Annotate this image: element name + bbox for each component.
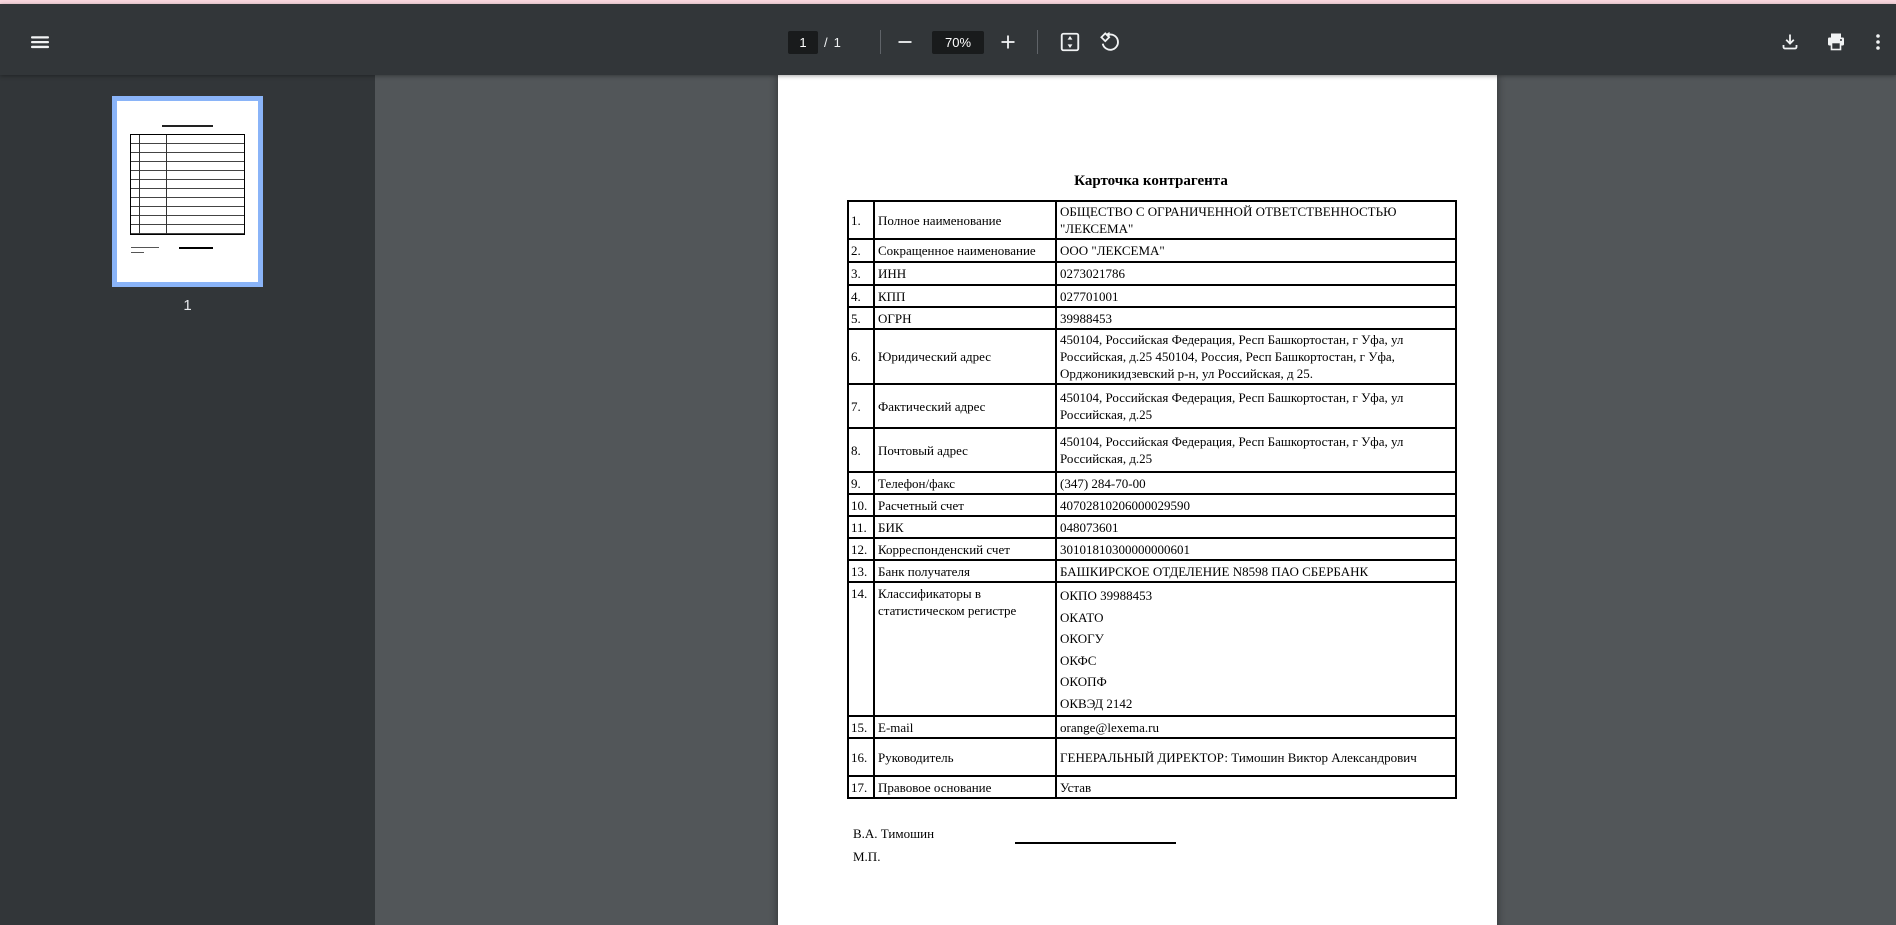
classifier-line: ОКАТО	[1060, 609, 1104, 625]
fit-to-page-icon	[1059, 31, 1081, 53]
row-number-cell: 2.	[848, 239, 874, 262]
row-label-cell: Классификаторы в статистическом регистре	[874, 582, 1056, 716]
fit-to-page-button[interactable]	[1052, 24, 1088, 60]
classifier-line: ОКПО 39988453	[1060, 588, 1153, 603]
row-number-cell: 16.	[848, 738, 874, 776]
download-icon	[1780, 32, 1800, 52]
table-row	[848, 201, 1456, 239]
page-thumbnail[interactable]	[112, 96, 263, 287]
thumbnail-signature-line	[131, 247, 159, 248]
table-row	[848, 582, 1456, 716]
row-value-cell: ООО "ЛЕКСЕМА"	[1056, 239, 1456, 262]
print-button[interactable]	[1818, 24, 1854, 60]
row-label-cell: ИНН	[874, 262, 1056, 285]
row-number-cell: 8.	[848, 428, 874, 472]
row-label-cell: E-mail	[874, 716, 1056, 738]
table-row	[848, 428, 1456, 472]
row-number-cell: 4.	[848, 285, 874, 307]
classifier-line: ОКОПФ	[1060, 674, 1107, 689]
counterparty-table	[847, 200, 1457, 799]
row-label-cell: Сокращенное наименование	[874, 239, 1056, 262]
table-row	[848, 516, 1456, 538]
thumbnail-sidebar	[0, 75, 375, 925]
row-label-cell: Фактический адрес	[874, 384, 1056, 428]
table-row	[848, 472, 1456, 494]
document-title: Карточка контрагента	[1074, 173, 1228, 189]
row-number-cell: 5.	[848, 307, 874, 329]
table-row	[848, 776, 1456, 798]
table-row	[848, 560, 1456, 582]
pdf-page	[778, 75, 1497, 925]
thumbnail-underline	[179, 247, 213, 249]
rotate-counterclockwise-icon	[1099, 31, 1121, 53]
row-value-cell: 0273021786	[1056, 262, 1456, 285]
row-value-cell	[1056, 582, 1456, 716]
thumbnail-title-line	[162, 125, 213, 127]
page-count	[824, 35, 847, 50]
toolbar-divider	[1037, 30, 1038, 54]
row-number-cell: 15.	[848, 716, 874, 738]
signature-name: В.А. Тимошин	[853, 826, 935, 841]
row-number-cell: 13.	[848, 560, 874, 582]
pdf-toolbar	[0, 4, 1896, 75]
signature-stamp: М.П.	[853, 849, 881, 864]
row-number-cell: 11.	[848, 516, 874, 538]
table-row	[848, 738, 1456, 776]
page-number-input[interactable]	[788, 31, 818, 54]
classifier-line: ОКФС	[1060, 652, 1097, 668]
page-total: 1	[833, 35, 841, 50]
pdf-viewport[interactable]	[375, 75, 1896, 925]
row-value-cell: 39988453	[1056, 307, 1456, 329]
hamburger-icon	[30, 32, 50, 52]
row-label-cell: Руководитель	[874, 738, 1056, 776]
printer-icon	[1826, 32, 1846, 52]
row-value-cell: 40702810206000029590	[1056, 494, 1456, 516]
row-number-cell: 14.	[848, 582, 874, 716]
kebab-menu-icon	[1868, 32, 1888, 52]
row-value-cell: 30101810300000000601	[1056, 538, 1456, 560]
zoom-out-button[interactable]	[887, 24, 923, 60]
row-value-cell: 450104, Российская Федерация, Респ Башкортостан, г Уфа, ул Российская, д.25	[1056, 428, 1456, 472]
signature-line	[1015, 842, 1176, 844]
row-number-cell: 10.	[848, 494, 874, 516]
toolbar-divider	[880, 30, 881, 54]
table-row	[848, 716, 1456, 738]
row-number-cell: 6.	[848, 329, 874, 384]
row-label-cell: Почтовый адрес	[874, 428, 1056, 472]
table-row	[848, 538, 1456, 560]
page-separator: /	[824, 35, 828, 50]
more-options-button[interactable]	[1860, 24, 1896, 60]
rotate-counterclockwise-button[interactable]	[1092, 24, 1128, 60]
table-row	[848, 239, 1456, 262]
row-number-cell: 1.	[848, 201, 874, 239]
row-value-cell: Устав	[1056, 776, 1456, 798]
row-label-cell: Полное наименование	[874, 201, 1056, 239]
row-label-cell: ОГРН	[874, 307, 1056, 329]
row-value-cell: БАШКИРСКОЕ ОТДЕЛЕНИЕ N8598 ПАО СБЕРБАНК	[1056, 560, 1456, 582]
minus-icon	[895, 32, 915, 52]
row-label-cell: Расчетный счет	[874, 494, 1056, 516]
table-row	[848, 329, 1456, 384]
row-number-cell: 17.	[848, 776, 874, 798]
row-value-cell: orange@lexema.ru	[1056, 716, 1456, 738]
thumbnail-page-number: 1	[183, 297, 192, 314]
table-row	[848, 262, 1456, 285]
plus-icon	[998, 32, 1018, 52]
row-value-cell: 048073601	[1056, 516, 1456, 538]
row-label-cell: Банк получателя	[874, 560, 1056, 582]
row-label-cell: Телефон/факс	[874, 472, 1056, 494]
row-value-cell: 027701001	[1056, 285, 1456, 307]
table-row	[848, 307, 1456, 329]
row-number-cell: 3.	[848, 262, 874, 285]
table-row	[848, 384, 1456, 428]
row-value-cell: ОБЩЕСТВО С ОГРАНИЧЕННОЙ ОТВЕТСТВЕННОСТЬЮ "ЛЕКСЕМА"	[1056, 201, 1456, 239]
row-value-cell: (347) 284-70-00	[1056, 472, 1456, 494]
row-value-cell: 450104, Российская Федерация, Респ Башкортостан, г Уфа, ул Российская, д.25	[1056, 384, 1456, 428]
row-number-cell: 12.	[848, 538, 874, 560]
row-value-cell: ГЕНЕРАЛЬНЫЙ ДИРЕКТОР: Тимошин Виктор Александрович	[1056, 738, 1456, 776]
row-label-cell: БИК	[874, 516, 1056, 538]
menu-button[interactable]	[22, 24, 58, 60]
row-label-cell: Правовое основание	[874, 776, 1056, 798]
thumbnail-table-sketch	[130, 134, 246, 235]
row-label-cell: Юридический адрес	[874, 329, 1056, 384]
classifier-line: ОКОГУ	[1060, 631, 1104, 646]
table-row	[848, 285, 1456, 307]
row-number-cell: 9.	[848, 472, 874, 494]
download-button[interactable]	[1772, 24, 1808, 60]
row-number-cell: 7.	[848, 384, 874, 428]
row-label-cell: Корреспонденский счет	[874, 538, 1056, 560]
thumbnail-stamp-line	[131, 252, 144, 253]
classifier-line: ОКВЭД 2142	[1060, 695, 1133, 711]
row-label-cell: КПП	[874, 285, 1056, 307]
row-value-cell: 450104, Российская Федерация, Респ Башкортостан, г Уфа, ул Российская, д.25 450104, Россия, Респ Башкортостан, г Уфа, Орджоникидзевский р-н, ул Российская, д 25.	[1056, 329, 1456, 384]
zoom-in-button[interactable]	[990, 24, 1026, 60]
table-row	[848, 494, 1456, 516]
zoom-level-input[interactable]	[932, 31, 984, 54]
